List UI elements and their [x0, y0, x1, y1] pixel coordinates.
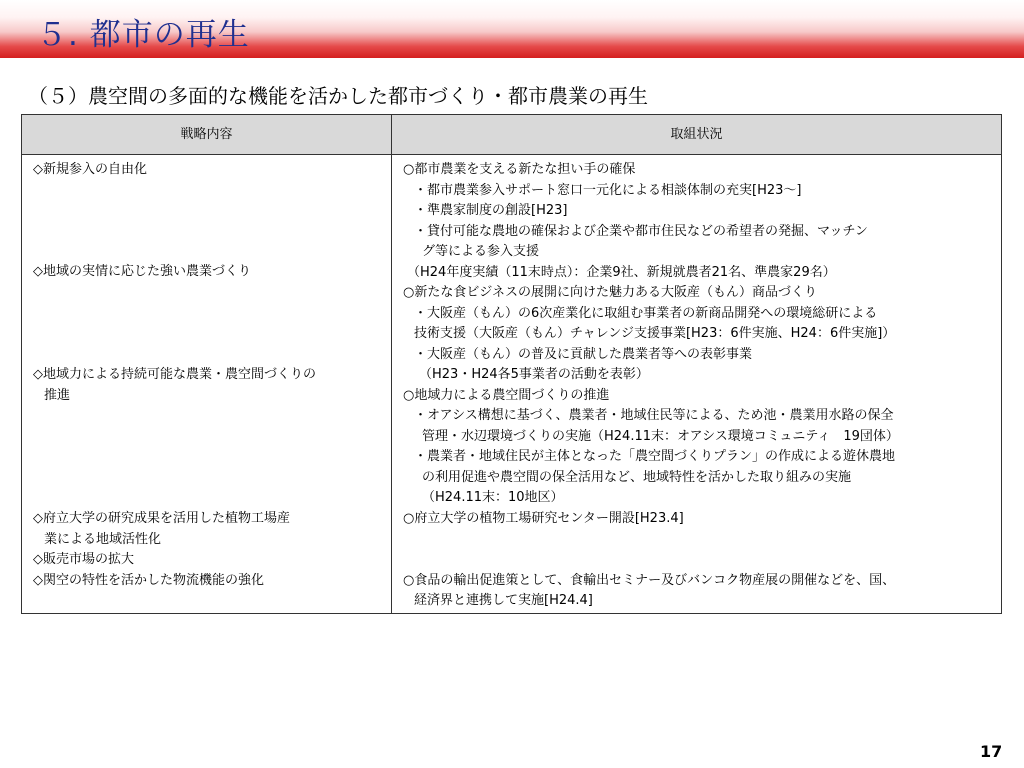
- status-item: グ等による参入支援: [422, 244, 540, 259]
- status-item: ○食品の輸出促進策として、食輸出セミナー及びバンコク物産展の開催などを、国、: [403, 573, 896, 588]
- strategy-item: ◇関空の特性を活かした物流機能の強化: [33, 573, 264, 588]
- strategy-item: ◇地域力による持続可能な農業・農空間づくりの: [33, 367, 316, 382]
- status-item: （H24.11末：10地区）: [422, 490, 564, 505]
- status-item: ・オアシス構想に基づく、農業者・地域住民等による、ため池・農業用水路の保全: [414, 408, 894, 423]
- status-item: （H23・H24各5事業者の活動を表彰）: [419, 367, 649, 382]
- status-item: ・大阪産（もん）の6次産業化に取組む事業者の新商品開発への環境総研による: [414, 306, 878, 321]
- status-item: ・農業者・地域住民が主体となった「農空間づくりプラン」の作成による遊休農地: [414, 449, 896, 464]
- column-divider: [391, 115, 392, 613]
- status-item: の利用促進や農空間の保全活用など、地域特性を活かした取り組みの実施: [422, 470, 852, 485]
- status-item: ・大阪産（もん）の普及に貢献した農業者等への表彰事業: [414, 347, 753, 362]
- header-status: 取組状況: [670, 127, 723, 142]
- status-item: 技術支援（大阪産（もん）チャレンジ支援事業[H23：6件実施、H24：6件実施]）: [414, 326, 896, 341]
- status-item: 経済界と連携して実施[H24.4]: [414, 593, 593, 608]
- strategy-item: ◇地域の実情に応じた強い農業づくり: [33, 264, 251, 279]
- status-item: ○地域力による農空間づくりの推進: [403, 388, 610, 403]
- status-item: （H24年度実績（11末時点）：企業9社、新規就農者21名、準農家29名）: [407, 265, 836, 280]
- status-item: ・準農家制度の創設[H23]: [414, 203, 568, 218]
- strategy-item: ◇販売市場の拡大: [33, 552, 134, 567]
- status-item: ・都市農業参入サポート窓口一元化による相談体制の充実[H23～]: [414, 183, 802, 198]
- strategy-table: [21, 114, 1002, 614]
- page-number: 17: [980, 742, 1003, 761]
- header-strategy: 戦略内容: [180, 127, 233, 142]
- title-bar: [0, 0, 1024, 58]
- status-item: 管理・水辺環境づくりの実施（H24.11末：オアシス環境コミュニティ 19団体）: [422, 429, 899, 444]
- status-item: ○新たな食ビジネスの展開に向けた魅力ある大阪産（もん）商品づくり: [403, 285, 817, 300]
- page-title: ５. 都市の再生: [36, 17, 250, 53]
- strategy-item: ◇新規参入の自由化: [33, 162, 147, 177]
- section-subtitle: （５）農空間の多面的な機能を活かした都市づくり・都市農業の再生: [28, 84, 648, 108]
- status-item: ○府立大学の植物工場研究センター開設[H23.4]: [403, 511, 684, 526]
- table-header-row: [22, 115, 1001, 155]
- strategy-item: 推進: [44, 388, 71, 403]
- strategy-item: ◇府立大学の研究成果を活用した植物工場産: [33, 511, 290, 526]
- status-item: ・貸付可能な農地の確保および企業や都市住民などの希望者の発掘、マッチン: [414, 224, 868, 239]
- strategy-item: 業による地域活性化: [44, 532, 162, 547]
- status-item: ○都市農業を支える新たな担い手の確保: [403, 162, 636, 177]
